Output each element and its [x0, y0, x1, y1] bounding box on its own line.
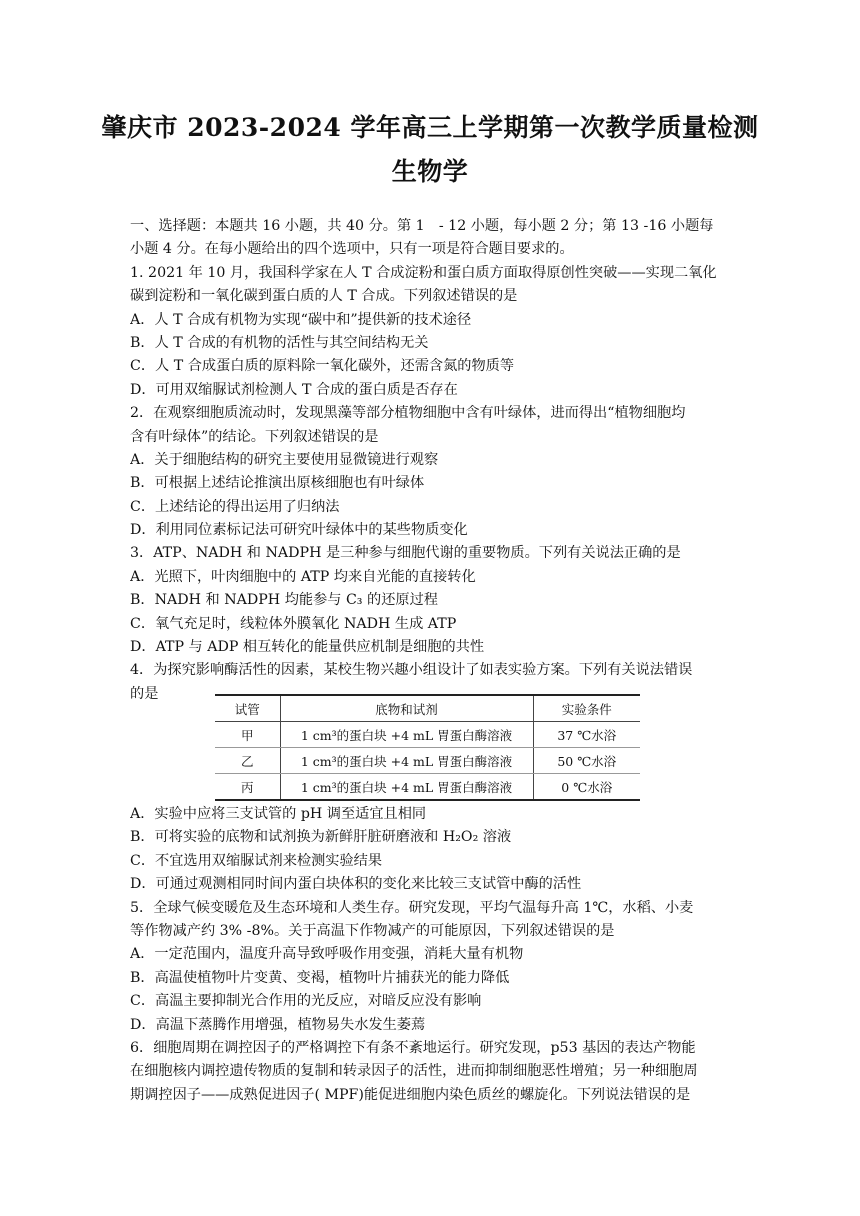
text-line: 碳到淀粉和一氧化碳到蛋白质的人 T 合成。下列叙述错误的是 [130, 288, 518, 305]
text-line: 的是 [130, 685, 159, 702]
text-line: C．不宜选用双缩脲试剂来检测实验结果 [130, 852, 383, 869]
table-cell: 乙 [215, 748, 280, 774]
text-line: C．上述结论的得出运用了归纳法 [130, 498, 340, 515]
experiment-table [215, 694, 640, 798]
text-line: A．光照下，叶肉细胞中的 ATP 均来自光能的直接转化 [130, 568, 476, 585]
table-cell: 甲 [215, 722, 280, 748]
table-cell: 50 ℃水浴 [533, 748, 640, 774]
table-row [215, 722, 640, 748]
text-line: 2．在观察细胞质流动时，发现黑藻等部分植物细胞中含有叶绿体，进而得出“植物细胞均 [130, 405, 686, 422]
text-line: C．高温主要抑制光合作用的光反应，对暗反应没有影响 [130, 993, 482, 1010]
text-line: B．NADH 和 NADPH 均能参与 C₃ 的还原过程 [130, 592, 438, 609]
text-line: A．一定范围内，温度升高导致呼吸作用变强，消耗大量有机物 [130, 946, 524, 963]
text-line: D．高温下蒸腾作用增强，植物易失水发生萎蔫 [130, 1016, 426, 1033]
text-line: A．实验中应将三支试管的 pH 调至适宜且相同 [130, 806, 427, 822]
question-text-block-2 [130, 803, 735, 1107]
text-line: 4．为探究影响酶活性的因素，某校生物兴趣小组设计了如表实验方案。下列有关说法错误 [130, 662, 693, 679]
text-line: C．氧气充足时，线粒体外膜氧化 NADH 生成 ATP [130, 615, 457, 632]
text-line: 等作物减产约 3% -8%。关于高温下作物减产的可能原因，下列叙述错误的是 [130, 922, 615, 939]
text-line: 小题 4 分。在每小题给出的四个选项中，只有一项是符合题目要求的。 [130, 241, 574, 258]
text-line: D．利用同位素标记法可研究叶绿体中的某些物质变化 [130, 522, 468, 539]
exam-title: 肇庆市 2023-2024 学年高三上学期第一次教学质量检测 [101, 113, 759, 142]
text-line: B．可将实验的底物和试剂换为新鲜肝脏研磨液和 H₂O₂ 溶液 [130, 829, 512, 846]
table-cell: 37 ℃水浴 [533, 722, 640, 748]
text-line: 期调控因子——成熟促进因子( MPF)能促进细胞内染色质丝的螺旋化。下列说法错误的是 [130, 1086, 691, 1103]
text-line: D．可通过观测相同时间内蛋白块体积的变化来比较三支试管中酶的活性 [130, 876, 582, 893]
text-line: 3．ATP、NADH 和 NADPH 是三种参与细胞代谢的重要物质。下列有关说法正确的是 [130, 545, 681, 562]
text-line: D．可用双缩脲试剂检测人 T 合成的蛋白质是否存在 [130, 381, 458, 398]
table-header-cell: 底物和试剂 [280, 695, 533, 722]
table-cell: 1 cm³的蛋白块 +4 mL 胃蛋白酶溶液 [280, 748, 533, 774]
table-cell: 1 cm³的蛋白块 +4 mL 胃蛋白酶溶液 [280, 774, 533, 801]
text-line: 在细胞核内调控遗传物质的复制和转录因子的活性，进而抑制细胞恶性增殖；另一种细胞周 [130, 1063, 698, 1080]
table-header-row [215, 695, 640, 722]
text-line: B．人 T 合成的有机物的活性与其空间结构无关 [130, 334, 429, 351]
text-line: D．ATP 与 ADP 相互转化的能量供应机制是细胞的共性 [130, 639, 485, 656]
table-cell: 1 cm³的蛋白块 +4 mL 胃蛋白酶溶液 [280, 722, 533, 748]
text-line: A．关于细胞结构的研究主要使用显微镜进行观察 [130, 451, 439, 468]
text-line: 5．全球气候变暖危及生态环境和人类生存。研究发现，平均气温每升高 1℃，水稻、小麦 [130, 899, 694, 916]
table-header-cell: 试管 [215, 695, 280, 722]
subject-title: 生物学 [391, 157, 469, 186]
table-row [215, 774, 640, 801]
table-cell: 0 ℃水浴 [533, 774, 640, 801]
table-header-cell: 实验条件 [533, 695, 640, 722]
table-row [215, 748, 640, 774]
text-line: A．人 T 合成有机物为实现“碳中和”提供新的技术途径 [130, 311, 472, 328]
text-line: 1. 2021 年 10 月，我国科学家在人 T 合成淀粉和蛋白质方面取得原创性突破——实现二氧化 [130, 264, 717, 281]
text-line: C．人 T 合成蛋白质的原料除一氧化碳外，还需含氮的物质等 [130, 358, 515, 375]
text-line: 一、选择题：本题共 16 小题，共 40 分。第 1 - 12 小题，每小题 2 分；第 13 -16 小题每 [130, 218, 714, 234]
text-line: 含有叶绿体”的结论。下列叙述错误的是 [130, 428, 379, 445]
text-line: 6．细胞周期在调控因子的严格调控下有条不紊地运行。研究发现，p53 基因的表达产物能 [130, 1039, 696, 1056]
question-text-block-1 [130, 215, 735, 706]
text-line: B．高温使植物叶片变黄、变褐，植物叶片捕获光的能力降低 [130, 969, 510, 986]
text-line: B．可根据上述结论推演出原核细胞也有叶绿体 [130, 475, 425, 492]
table-cell: 丙 [240, 779, 254, 795]
